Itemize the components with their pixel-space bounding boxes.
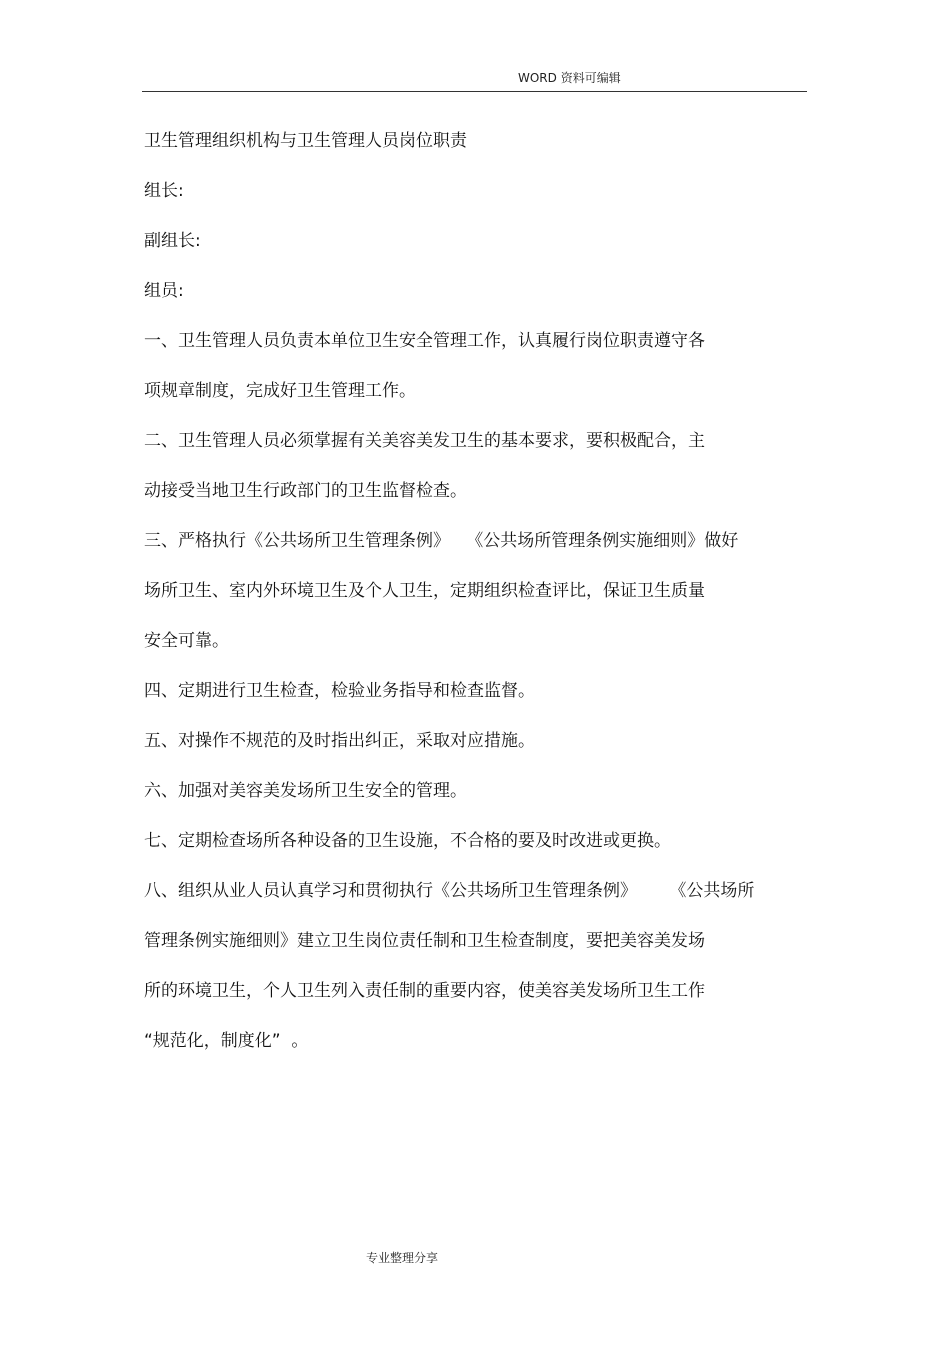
member-label: 组员: [144,281,184,301]
body-line: “规范化，制度化” 。 [144,1031,309,1051]
leader-label: 组长: [144,181,184,201]
body-line: 项规章制度，完成好卫生管理工作。 [144,381,416,401]
page-footer: 专业整理分享 [366,1251,439,1265]
body-line: 管理条例实施细则》建立卫生岗位责任制和卫生检查制度，要把美容美发场 [144,931,705,951]
body-line: 八、组织从业人员认真学习和贯彻执行《公共场所卫生管理条例》 《公共场所 [144,881,755,901]
body-line: 场所卫生、室内外环境卫生及个人卫生，定期组织检查评比，保证卫生质量 [144,581,705,601]
header-text: WORD 资料可编辑 [518,71,621,85]
body-line: 所的环境卫生，个人卫生列入责任制的重要内容，使美容美发场所卫生工作 [144,981,705,1001]
body-line: 四、定期进行卫生检查，检验业务指导和检查监督。 [144,681,535,701]
body-line: 二、卫生管理人员必须掌握有关美容美发卫生的基本要求，要积极配合，主 [144,431,705,451]
body-line: 动接受当地卫生行政部门的卫生监督检查。 [144,481,467,501]
document-title: 卫生管理组织机构与卫生管理人员岗位职责 [144,131,467,151]
body-line: 五、对操作不规范的及时指出纠正，采取对应措施。 [144,731,535,751]
body-line: 一、卫生管理人员负责本单位卫生安全管理工作，认真履行岗位职责遵守各 [144,331,705,351]
body-line: 七、定期检查场所各种设备的卫生设施，不合格的要及时改进或更换。 [144,831,671,851]
header-divider [142,91,807,92]
body-line: 三、严格执行《公共场所卫生管理条例》 《公共场所管理条例实施细则》做好 [144,531,739,551]
body-line: 六、加强对美容美发场所卫生安全的管理。 [144,781,467,801]
deputy-leader-label: 副组长: [144,231,201,251]
body-line: 安全可靠。 [144,631,229,651]
